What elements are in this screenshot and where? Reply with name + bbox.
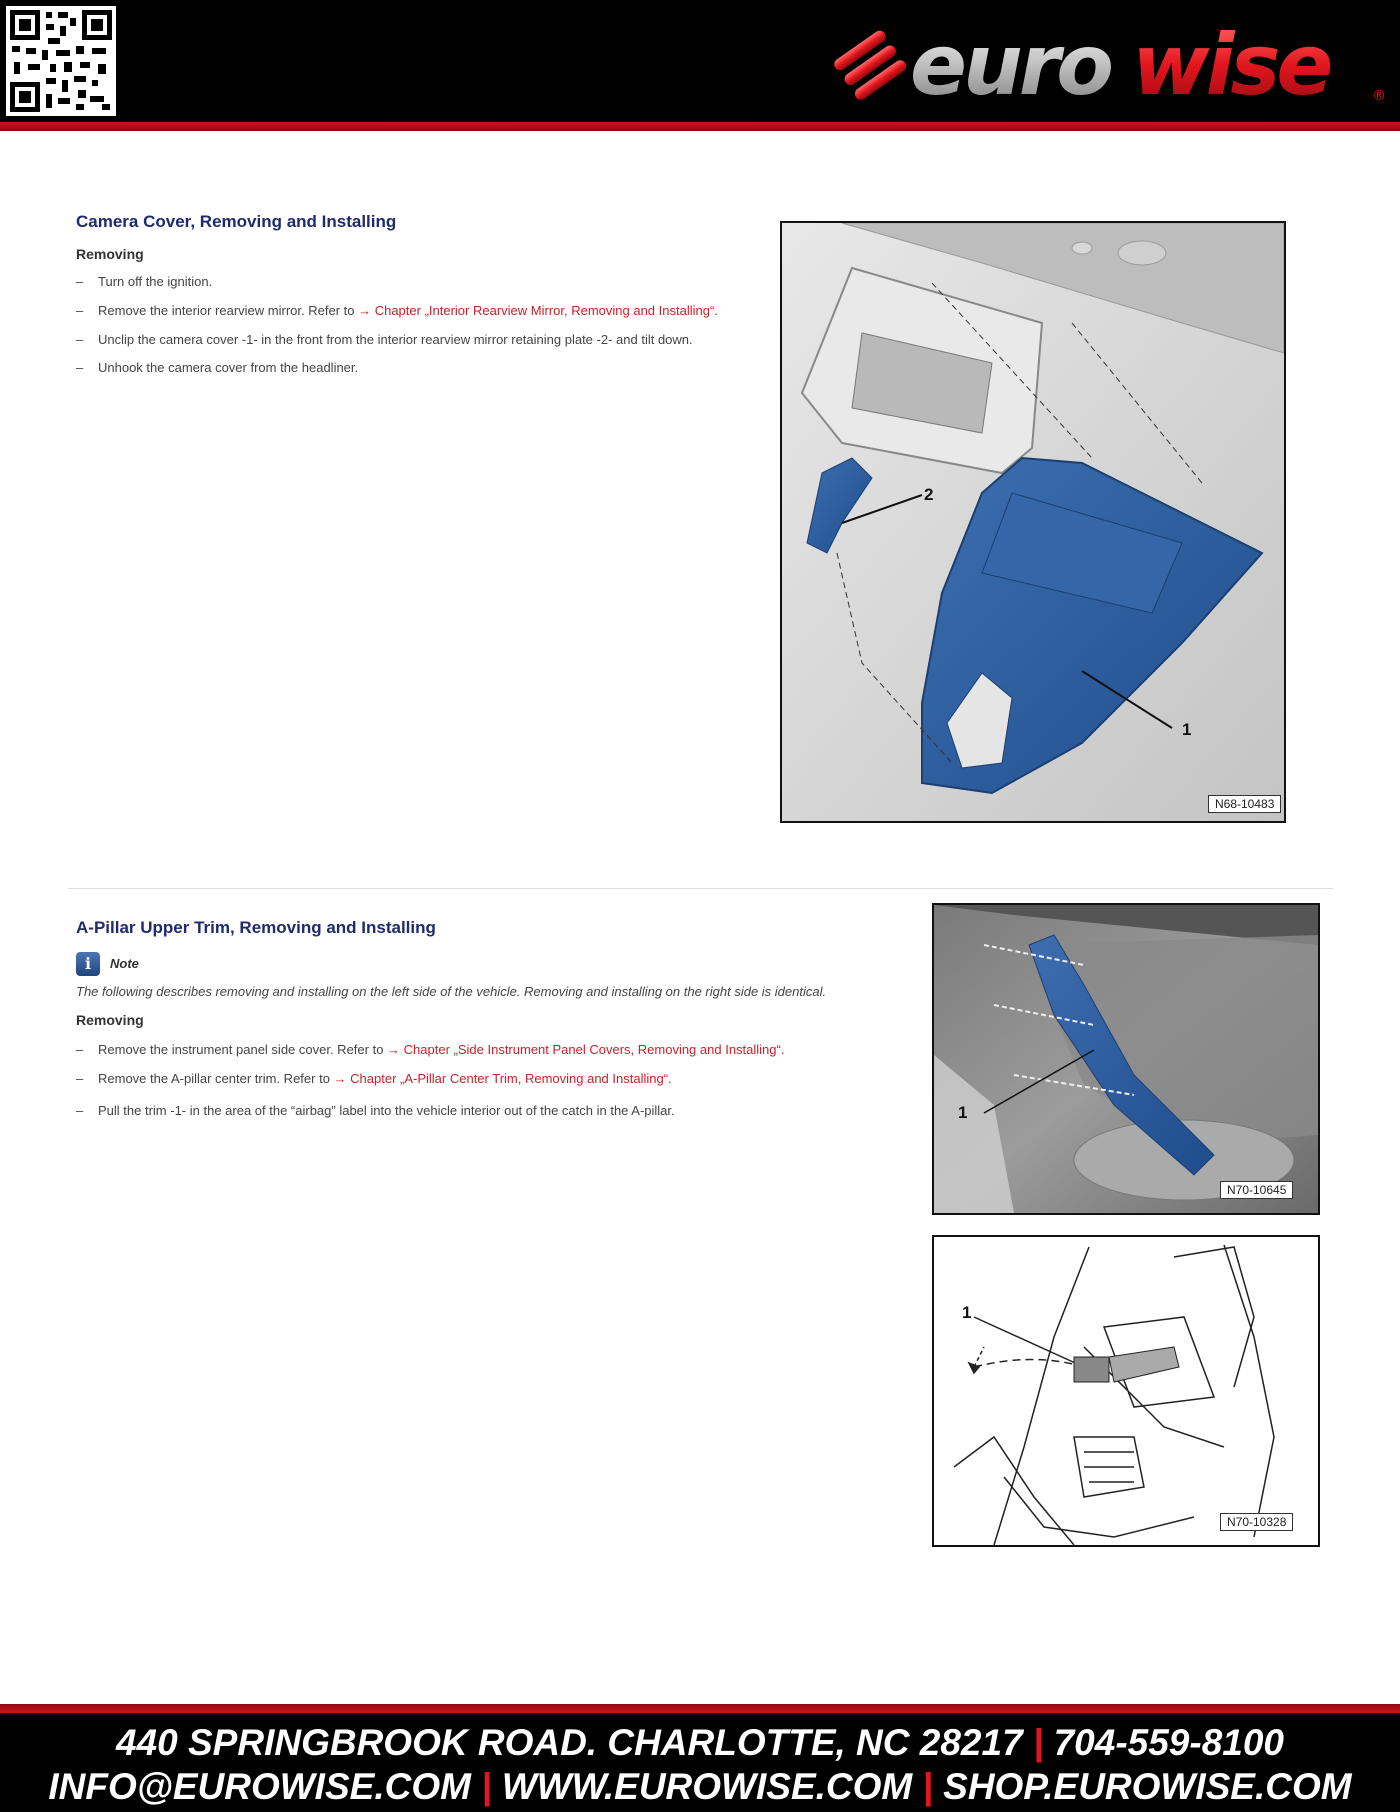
page-footer (0, 1713, 1400, 1812)
step-dash: – (76, 274, 84, 289)
qr-code[interactable] (6, 6, 116, 116)
a-pillar-illustration (934, 905, 1318, 1213)
step-text: Remove the interior rearview mirror. Refer to (98, 303, 359, 318)
footer-contact-line (0, 1765, 1400, 1809)
figure-a-pillar-catch (932, 1235, 1320, 1547)
footer-address-line (0, 1721, 1400, 1765)
step-item (76, 1071, 672, 1086)
camera-cover-illustration (782, 223, 1284, 821)
section-title-camera-cover: Camera Cover, Removing and Installing (76, 212, 397, 231)
footer-website[interactable]: WWW.EUROWISE.COM (501, 1766, 913, 1807)
subheading-removing: Removing (76, 246, 144, 262)
svg-text:®: ® (1372, 88, 1386, 104)
footer-email[interactable]: INFO@EUROWISE.COM (48, 1766, 471, 1807)
callout-2: 2 (924, 485, 934, 504)
footer-stripe (0, 1704, 1400, 1713)
footer-phone[interactable]: 704-559-8100 (1053, 1722, 1285, 1763)
subheading-removing: Removing (76, 1012, 144, 1028)
svg-text:wise: wise (1132, 16, 1330, 112)
step-dash: – (76, 1042, 84, 1057)
step-item (76, 1103, 675, 1118)
figure-id-label: N70-10645 (1220, 1181, 1293, 1199)
note-label: Note (110, 956, 139, 971)
section-divider (68, 888, 1333, 889)
chapter-link-interior-rearview-mirror[interactable]: → Chapter „Interior Rearview Mirror, Removing and Installing“. (358, 303, 718, 318)
note-text: The following describes removing and installing on the left side of the vehicle. Removing and installing on the right side is identical. (76, 984, 827, 999)
step-dash: – (76, 303, 84, 318)
step-text: Unclip the camera cover -1- in the front from the interior rearview mirror retaining plate -2- and tilt down. (98, 332, 693, 347)
step-item (76, 303, 718, 318)
logo-emblem-icon (832, 28, 909, 102)
figure-camera-cover (780, 221, 1286, 823)
callout-1: 1 (1182, 720, 1192, 739)
svg-text:euro: euro (910, 16, 1110, 112)
a-pillar-catch-illustration (934, 1237, 1318, 1545)
chapter-link-a-pillar-center-trim[interactable]: → Chapter „A-Pillar Center Trim, Removing and Installing“. (333, 1071, 672, 1086)
chapter-link-side-instrument-panel[interactable]: → Chapter „Side Instrument Panel Covers, Removing and Installing“. (387, 1042, 785, 1057)
callout-1: 1 (958, 1103, 968, 1122)
figure-a-pillar-trim (932, 903, 1320, 1215)
step-item (76, 360, 358, 375)
step-dash: – (76, 360, 84, 375)
page-header (0, 0, 1400, 122)
footer-separator: | (1032, 1722, 1044, 1763)
header-stripe (0, 122, 1400, 131)
eurowise-logo[interactable] (832, 12, 1392, 112)
step-item (76, 1042, 784, 1057)
figure-id-label: N70-10328 (1220, 1513, 1293, 1531)
step-item (76, 274, 212, 289)
step-dash: – (76, 1103, 84, 1118)
step-text: Turn off the ignition. (98, 274, 213, 289)
footer-separator: | (481, 1766, 492, 1807)
step-item (76, 332, 693, 347)
step-dash: – (76, 332, 84, 347)
info-icon: i (76, 952, 100, 976)
footer-shop[interactable]: SHOP.EUROWISE.COM (943, 1766, 1352, 1807)
step-text: Pull the trim -1- in the area of the “airbag” label into the vehicle interior out of the catch in the A-pillar. (98, 1103, 675, 1118)
callout-1: 1 (962, 1303, 972, 1322)
footer-address: 440 SPRINGBROOK ROAD. CHARLOTTE, NC 28217 (115, 1722, 1023, 1763)
footer-separator: | (922, 1766, 933, 1807)
step-text: Remove the A-pillar center trim. Refer to (98, 1071, 334, 1086)
step-dash: – (76, 1071, 84, 1086)
figure-id-label: N68-10483 (1208, 795, 1281, 813)
section-title-a-pillar: A-Pillar Upper Trim, Removing and Installing (76, 918, 436, 937)
step-text: Unhook the camera cover from the headliner. (98, 360, 359, 375)
step-text: Remove the instrument panel side cover. Refer to (98, 1042, 388, 1057)
